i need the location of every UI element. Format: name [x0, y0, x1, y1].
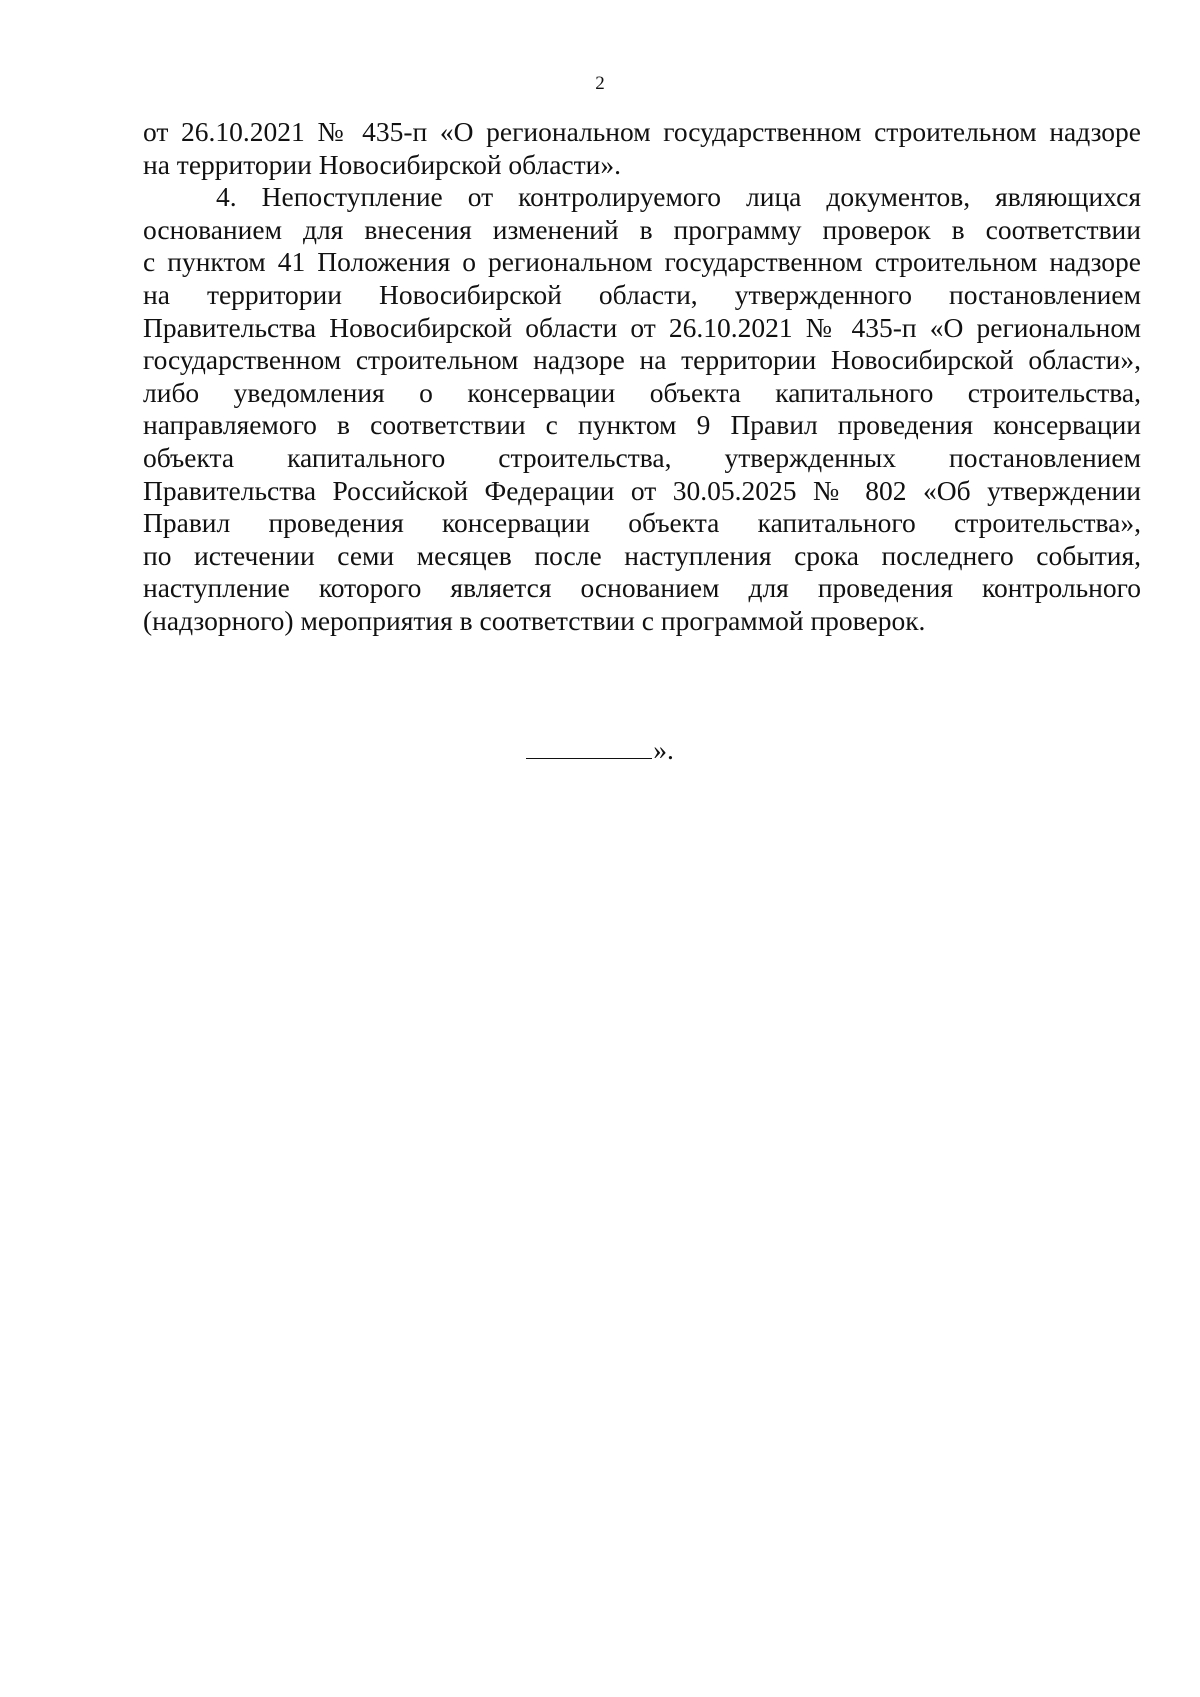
text-line: на территории Новосибирской области». [143, 148, 621, 180]
text-line: на территории Новосибирской области, утвержденного постановлением [143, 278, 1141, 310]
text-line: с пунктом 41 Положения о региональном государственном строительном надзоре [143, 246, 1141, 278]
document-body [143, 116, 1141, 638]
text-line: направляемого в соответствии с пунктом 9 Правил проведения консервации [143, 409, 1141, 441]
text-line: основанием для внесения изменений в программу проверок в соответствии [143, 213, 1141, 245]
text-line: (надзорного) мероприятия в соответствии с программой проверок. [143, 604, 926, 636]
text-line: наступление которого является основанием для проведения контрольного [143, 572, 1141, 604]
page-number: 2 [595, 73, 605, 94]
text-line: государственном строительном надзоре на территории Новосибирской области», [143, 344, 1141, 376]
closing-line [0, 734, 1200, 766]
closing-rule [526, 738, 652, 759]
paragraph-4-first-line: 4. Непоступление от контролируемого лица документов, являющихся [216, 181, 1141, 213]
text-line: Правительства Новосибирской области от 26.10.2021 № 435-п «О региональном [143, 311, 1141, 343]
text-line: либо уведомления о консервации объекта капитального строительства, [143, 376, 1141, 408]
closing-quote: ». [653, 734, 674, 765]
text-line: Правительства Российской Федерации от 30.05.2025 № 802 «Об утверждении [143, 474, 1141, 506]
text-line: объекта капитального строительства, утвержденных постановлением [143, 441, 1141, 473]
text-line: от 26.10.2021 № 435-п «О региональном государственном строительном надзоре [143, 116, 1141, 147]
text-line: Правил проведения консервации объекта капитального строительства», [143, 507, 1141, 539]
text-line: по истечении семи месяцев после наступления срока последнего события, [143, 539, 1141, 571]
